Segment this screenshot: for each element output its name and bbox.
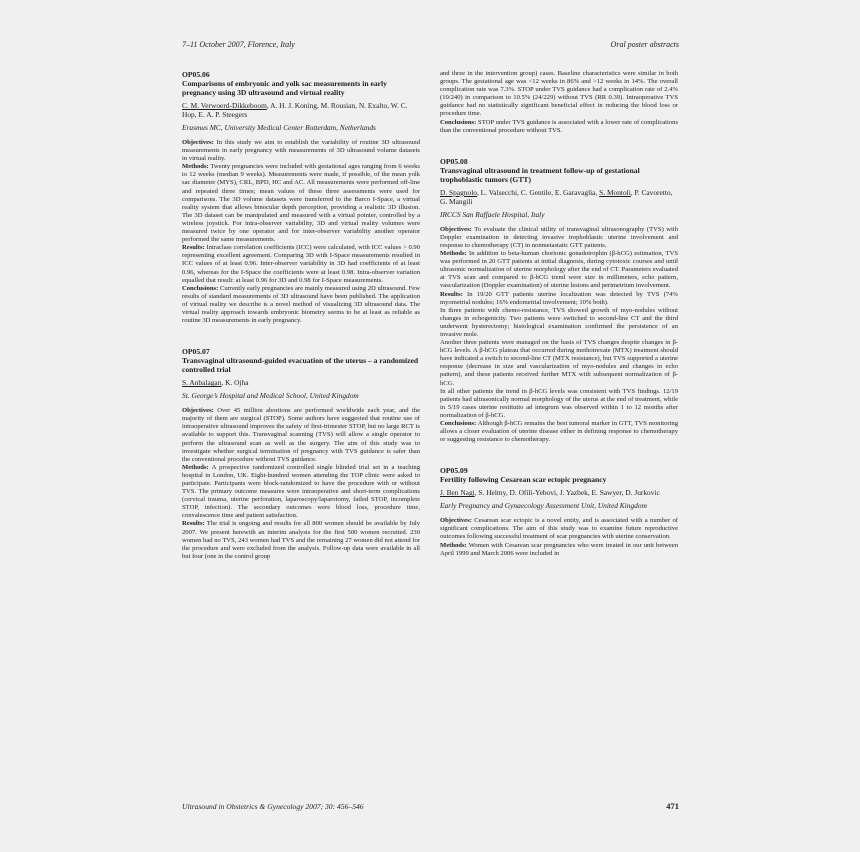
abstract-authors bbox=[182, 378, 420, 387]
conclusions-label: Conclusions: bbox=[440, 118, 477, 126]
conclusions-label: Conclusions: bbox=[440, 420, 477, 427]
page-number: 471 bbox=[666, 801, 679, 811]
presenting-author: D. Spagnolo bbox=[440, 187, 477, 197]
co-authors: , A. H. J. Koning, M. Rousian, N. Exalto, W. C. Hop, E. A. P. Steegers bbox=[182, 101, 408, 119]
methods-text: Women with Cesarean scar pregnancies who were treated in our unit between April 1999 and March 2006 were included in bbox=[440, 541, 678, 557]
results-paragraph bbox=[440, 291, 678, 307]
abstract-affiliation: Erasmus MC, University Medical Center Rotterdam, Netherlands bbox=[182, 123, 376, 132]
methods-paragraph bbox=[440, 250, 678, 290]
running-header-left: 7–11 October 2007, Florence, Italy bbox=[182, 40, 295, 49]
conclusions-paragraph bbox=[440, 420, 678, 444]
objectives-paragraph bbox=[440, 517, 678, 541]
methods-text: Twenty pregnancies were included with gestational ages ranging from 6 weeks to 12 weeks (median 9 weeks). Measurements were made, if possible, of the mean yolk sac diameter (MYS), CRL, BPD, HC and AC. All measurements were performed off-line and repeated three times; mean values of these three assessments were used for comparisons. The 3D volume datasets were transferred to the Barco I-Space, a virtual reality system that allows binocular depth perception, providing a realistic 3D illusion. The 3D dataset can be manipulated and measured with a virtual pointer, controlled by a wireless joystick. For intra-observer variability, 3D and virtual reality volumes were measured twice by one operator and for inter-observer variability another operator performed the same measurements. bbox=[182, 163, 420, 244]
methods-paragraph bbox=[182, 464, 420, 521]
left-column bbox=[182, 70, 420, 583]
conclusions-label: Conclusions: bbox=[182, 284, 219, 292]
abstract-op0509 bbox=[440, 466, 678, 557]
presenting-author: J. Ben Nagi bbox=[440, 488, 475, 498]
objectives-text: Cesarean scar ectopic is a novel entity, and is associated with a number of significant complications. The aim of this study was to examine future reproductive outcomes following successful treatment of scar pregnancies with uterine conservation. bbox=[440, 517, 678, 541]
methods-text: In addition to beta-human chorionic gonadotrophin (β-hCG) estimation, TVS was performed in 20 GTT patients at initial diagnosis, during cytotoxic courses and until ultrasonic normalization of uterine morphology after the end of CT. Parameters evaluated at TVS scan and compared to β-hCG trend were size in millimeters, echo pattern, vascularization (Doppler examination) of uterine lesions and perimetrium involvement. bbox=[440, 250, 678, 290]
abstract-authors bbox=[440, 488, 678, 497]
methods-label: Methods: bbox=[440, 541, 467, 549]
abstract-title: Transvaginal ultrasound-guided evacuation of the uterus – a randomized controlled trial bbox=[182, 356, 419, 375]
abstract-title: Comparisons of embryonic and yolk sac measurements in early pregnancy using 3D ultrasound and virtual reality bbox=[182, 79, 387, 97]
methods-paragraph bbox=[440, 542, 678, 558]
results-text: Intraclass correlation coefficients (ICC) were calculated, with ICC values > 0.90 representing excellent agreement. Comparing 3D with I-Space measurements resulted in ICC values of at least 0.96. Inter-observer variability in 3D had coefficients of at least 0.96, whereas for the I-Space the coefficients were at least 0.98. Intra-observer variation equalled that result: at least 0.96 for 3D and 0.98 for I-Space measurements. bbox=[182, 244, 420, 284]
objectives-label: Objectives: bbox=[182, 139, 214, 146]
abstract-op0508 bbox=[440, 157, 678, 445]
co-authors-2: , P. Cavoretto, G. Mangili bbox=[440, 187, 673, 206]
underlined-author: S. Montoli bbox=[599, 187, 631, 197]
abstract-title: Fertility following Cesarean scar ectopic pregnancy bbox=[440, 475, 607, 485]
results-paragraph bbox=[182, 244, 420, 284]
methods-paragraph bbox=[182, 163, 420, 244]
objectives-text: Over 45 million abortions are performed worldwide each year, and the majority of them are surgical (STOP). Some authors have suggested that routine use of intraoperative ultrasound improves the safety of first-trimester STOP, but no large RCT is available to support this. Transvaginal scanning (TVS) will allow a single operator to perform the ultrasound scan as well as the surgery. The aim of this study was to investigate whether surgical termination of pregnancy with TVS guidance is safer than the conventional procedure without TVS guidance. bbox=[182, 407, 420, 463]
continued-results-text: and three in the intervention group) cases. Baseline characteristics were similar in both groups. The gestational age was <12 weeks in 86% and >12 weeks in 14%. The overall complication rate was 7.3%. STOP under TVS guidance had a complication rate of 2.4% (10/240) in comparison to 10.5% (24/229) without TVS (RR 0.39). Intraoperative TVS guidance had no statistically significant beneficial effect in reducing the blood loss or procedure time. bbox=[440, 70, 678, 118]
objectives-paragraph bbox=[182, 407, 420, 464]
abstract-affiliation: St. George’s Hospital and Medical School, United Kingdom bbox=[182, 391, 359, 401]
abstract-op0506 bbox=[182, 70, 420, 325]
abstract-title: Transvaginal ultrasound in treatment follow-up of gestational trophoblastic tumors (GTT) bbox=[440, 165, 640, 184]
co-authors: , L. Valsecchi, C. Gentile, E. Garavaglia, bbox=[476, 187, 600, 197]
methods-label: Methods: bbox=[182, 163, 209, 171]
results-text: In 19/20 GTT patients uterine localization was detected by TVS (74% myometrial nodules; 16% endometrial involvement; 10% both). bbox=[440, 290, 678, 306]
abstract-authors bbox=[182, 101, 420, 119]
abstract-op0507-continued bbox=[440, 70, 678, 135]
presenting-author: S. Anbalagan bbox=[182, 378, 222, 388]
conclusions-text: Currently early pregnancies are mainly measured using 2D ultrasound. Few results of standard measurements of 3D ultrasound have been published. The application of virtual reality we describe is a novel method of visualizing 3D ultrasound data. The virtual reality approach towards embryonic biometry seems to be at least as reliable as routine 3D measurements in early pregnancy. bbox=[182, 284, 420, 325]
presenting-author: C. M. Verwoerd-Dikkeboom bbox=[182, 101, 267, 110]
conclusions-text: STOP under TVS guidance is associated with a lower rate of complications than the conventional procedure without TVS. bbox=[440, 118, 678, 134]
conclusions-paragraph bbox=[182, 285, 420, 325]
co-authors: , S. Helmy, D. Ofili-Yebovi, J. Yazbek, E. Sawyer, D. Jurkovic bbox=[474, 488, 660, 498]
body-paragraph: Another three patients were managed on the basis of TVS changes despite changes in β-hCG levels. A β-hCG plateau that occurred during methotrexate (MTX) treatment should have indicated a switch to second-line CT (MTX resistance), but TVS supported a uterine response (decrease in size and vascularization of myo-nodules and changes in echo pattern), and these patients received further MTX with subsequent normalization of β-hCG. bbox=[440, 339, 678, 387]
abstract-code: OP05.07 bbox=[182, 347, 210, 357]
abstract-code: OP05.06 bbox=[182, 70, 210, 79]
objectives-text: In this study we aim to establish the variability of routine 3D ultrasound measurements in early pregnancy with measurements of 3D ultrasound volume datasets in virtual reality. bbox=[182, 139, 420, 163]
running-header-right: Oral poster abstracts bbox=[610, 40, 679, 49]
conclusions-text: Although β-hCG remains the best tumoral marker in GTT, TVS monitoring allows a closer evaluation of uterine disease either in defining response to chemotherapy or suggesting resistance to chemotherapy. bbox=[440, 420, 678, 444]
methods-text: A prospective randomized controlled single blinded trial set in a teaching hospital in London, UK. Eight-hundred women attending the TOP clinic were asked to participate. Participants were block-randomized to have the procedure with or without TVS. The primary outcome measures were intraoperative and short-term complications (cervical trauma, uterine perforation, laparoscopy/laparotomy, failed STOP, incomplete STOP, infection). The secondary outcomes were blood loss, procedure time, convalescence time and patient satisfaction. bbox=[182, 463, 420, 520]
methods-label: Methods: bbox=[182, 463, 209, 471]
objectives-label: Objectives: bbox=[440, 225, 472, 233]
objectives-paragraph bbox=[440, 226, 678, 250]
results-label: Results: bbox=[182, 244, 205, 252]
objectives-paragraph bbox=[182, 139, 420, 163]
journal-citation: Ultrasound in Obstetrics & Gynecology 2007; 30: 456–546 bbox=[182, 802, 364, 811]
body-paragraph: In three patients with chemo-resistance, TVS showed growth of myo-nodules without changes in echogenicity. Two patients were switched to second-line CT and the third underwent hysterectomy; histological examination confirmed the persistence of an invasive mole. bbox=[440, 306, 678, 338]
abstract-affiliation: IRCCS San Raffaele Hospital, Italy bbox=[440, 209, 545, 219]
abstract-op0507 bbox=[182, 347, 420, 561]
methods-label: Methods: bbox=[440, 250, 467, 258]
objectives-label: Objectives: bbox=[182, 407, 214, 415]
body-paragraph: In all other patients the trend in β-hCG levels was consistent with TVS findings. 12/19 patients had ultrasonically normal morphology of the uterus at the end of treatment, while in 5/19 cases uterine restitutio ad integrum was observed within 1 to 12 months after normalization of β-hCG. bbox=[440, 387, 678, 419]
abstract-code: OP05.09 bbox=[440, 466, 468, 476]
results-text: The trial is ongoing and results for all 800 women should be available by July 2007. We present herewith an interim analysis for the first 500 women recruited. 230 women had no TVS, 243 women had TVS and the remaining 27 women did not attend for the procedure and were excluded from the analysis. Follow-up data were available in all but four (one in the control group bbox=[182, 520, 421, 560]
abstract-affiliation: Early Pregnancy and Gynaecology Assessment Unit, United Kingdom bbox=[440, 501, 647, 511]
results-label: Results: bbox=[440, 290, 463, 298]
abstract-code: OP05.08 bbox=[440, 156, 468, 166]
right-column bbox=[440, 70, 678, 580]
objectives-label: Objectives: bbox=[440, 517, 472, 525]
conclusions-paragraph bbox=[440, 119, 678, 135]
objectives-text: To evaluate the clinical utility of transvaginal ultrasonography (TVS) with Doppler examination in detecting invasive trophoblastic uterine involvement and response to chemotherapy (CT) in nonmetastatic GTT patients. bbox=[440, 225, 678, 249]
co-authors: , K. Ojha bbox=[221, 378, 249, 388]
results-label: Results: bbox=[182, 520, 205, 528]
results-paragraph bbox=[182, 520, 420, 560]
abstract-authors bbox=[440, 188, 678, 206]
